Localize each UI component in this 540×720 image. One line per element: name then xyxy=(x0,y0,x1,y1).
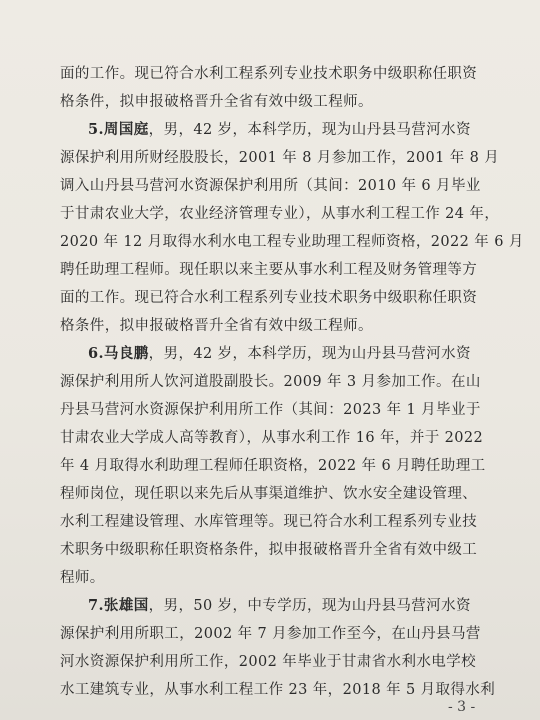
entry-heading-line xyxy=(88,120,475,140)
entry-heading-line xyxy=(88,596,475,616)
person-name: 5.周国庭 xyxy=(88,121,149,138)
text-line: 源保护利用所职工，2002 年 7 月参加工作至今，在山丹县马营 xyxy=(60,626,481,642)
text-line: 面的工作。现已符合水利工程系列专业技术职务中级职称任职资 xyxy=(60,66,478,82)
text-line: 程师。 xyxy=(60,570,105,586)
text-line: 年 4 月取得水利助理工程师任职资格，2022 年 6 月聘任助理工 xyxy=(60,458,486,474)
text-span: ，男，42 岁，本科学历，现为山丹县马营河水资 xyxy=(148,346,471,362)
text-line: 源保护利用所人饮河道股副股长。2009 年 3 月参加工作。在山 xyxy=(60,374,481,390)
text-line: 格条件，拟申报破格晋升全省有效中级工程师。 xyxy=(60,94,373,110)
text-span: ，男，50 岁，中专学历，现为山丹县马营河水资 xyxy=(148,598,471,614)
person-name: 6.马良鹏 xyxy=(88,345,149,362)
text-line: 调入山丹县马营河水资源保护利用所（其间：2010 年 6 月毕业 xyxy=(60,178,481,194)
text-line: 于甘肃农业大学，农业经济管理专业），从事水利工程工作 24 年， xyxy=(60,206,500,222)
text-span: ，男，42 岁，本科学历，现为山丹县马营河水资 xyxy=(148,122,471,138)
text-line: 程师岗位，现任职以来先后从事渠道维护、饮水安全建设管理、 xyxy=(60,486,478,502)
text-line: 格条件，拟申报破格晋升全省有效中级工程师。 xyxy=(60,318,373,334)
page-number: - 3 - xyxy=(448,699,476,715)
text-line: 水工建筑专业，从事水利工程工作 23 年，2018 年 5 月取得水利 xyxy=(60,682,496,698)
text-line: 术职务中级职称任职资格条件，拟申报破格晋升全省有效中级工 xyxy=(60,542,478,558)
person-name: 7.张雄国 xyxy=(88,597,149,614)
entry-heading-line xyxy=(88,344,475,364)
text-line: 甘肃农业大学成人高等教育），从事水利工作 16 年，并于 2022 xyxy=(60,430,484,446)
text-line: 水利工程建设管理、水库管理等。现已符合水利工程系列专业技 xyxy=(60,514,478,530)
text-line: 丹县马营河水资源保护利用所工作（其间：2023 年 1 月毕业于 xyxy=(60,402,481,418)
text-line: 聘任助理工程师。现任职以来主要从事水利工程及财务管理等方 xyxy=(60,262,478,278)
text-line: 面的工作。现已符合水利工程系列专业技术职务中级职称任职资 xyxy=(60,290,478,306)
text-line: 2020 年 12 月取得水利水电工程专业助理工程师资格，2022 年 6 月 xyxy=(60,234,524,250)
text-line: 河水资源保护利用所工作，2002 年毕业于甘肃省水利水电学校 xyxy=(60,654,477,670)
text-line: 源保护利用所财经股股长，2001 年 8 月参加工作，2001 年 8 月 xyxy=(60,150,500,166)
